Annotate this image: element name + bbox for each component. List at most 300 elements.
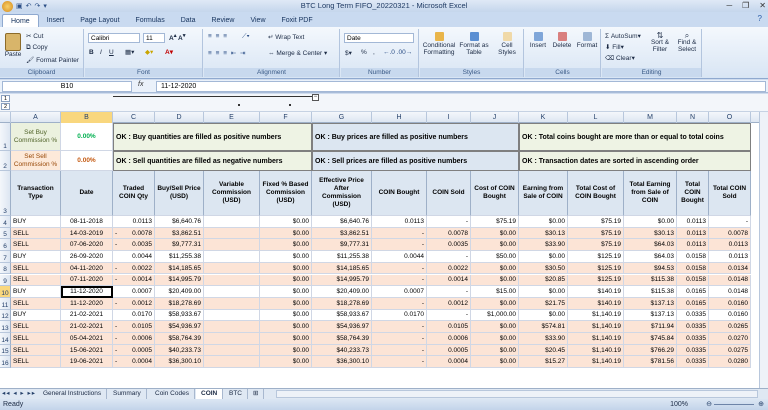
table-cell[interactable]: 0.0165 (677, 298, 709, 310)
column-title-13[interactable]: Total Earning from Sale of COIN (624, 171, 677, 216)
table-cell[interactable]: 0.0170 (372, 310, 427, 322)
fill-button[interactable]: ⬇ Fill▾ (605, 44, 624, 51)
column-header-c[interactable]: C (113, 112, 155, 123)
column-header-d[interactable]: D (155, 112, 204, 123)
table-cell[interactable]: 0.0113 (372, 216, 427, 228)
column-title-6[interactable]: Fixed % Based Commission (USD) (260, 171, 312, 216)
table-cell[interactable]: $0.00 (260, 251, 312, 263)
underline-button[interactable]: U (109, 49, 114, 56)
table-cell[interactable]: $766.29 (624, 345, 677, 357)
row-header-12[interactable]: 12 (0, 310, 11, 322)
table-cell[interactable]: $36,300.10 (312, 356, 372, 368)
orientation-icon[interactable]: ⟋▾ (242, 33, 250, 40)
table-cell[interactable]: 0.0078 - (113, 228, 155, 240)
table-cell[interactable]: - (372, 239, 427, 251)
table-cell[interactable]: $20,409.00 (312, 286, 372, 298)
save-icon[interactable]: ▣ (16, 3, 23, 10)
zoom-in-icon[interactable]: ⊕ (758, 401, 764, 408)
column-header-l[interactable]: L (568, 112, 624, 123)
table-cell[interactable]: $0.00 (471, 356, 519, 368)
name-box[interactable]: B10 (2, 81, 132, 92)
table-cell[interactable]: $94.53 (624, 263, 677, 275)
insert-cells-button[interactable] (527, 32, 549, 49)
table-cell[interactable]: $30.50 (519, 263, 568, 275)
table-cell[interactable]: SELL (11, 275, 61, 287)
row-header-8[interactable]: 8 (0, 263, 11, 275)
table-cell[interactable] (204, 216, 260, 228)
sheet-tab-summary[interactable]: Summary (108, 389, 147, 399)
sell-price-check[interactable]: OK : Sell prices are filled as positive numbers (312, 151, 519, 171)
table-cell[interactable]: $11,255.38 (155, 251, 204, 263)
vertical-align-icons[interactable]: ≡ ≡ ≡ (208, 33, 228, 40)
table-cell[interactable]: $0.00 (519, 251, 568, 263)
table-cell[interactable]: BUY (11, 310, 61, 322)
table-cell[interactable]: $15.27 (519, 356, 568, 368)
table-cell[interactable]: $58,933.67 (155, 310, 204, 322)
font-name-combo[interactable]: Calibri (88, 33, 140, 43)
table-cell[interactable]: $0.00 (260, 263, 312, 275)
table-cell[interactable]: 07-11-2020 (61, 275, 113, 287)
vertical-scrollbar[interactable] (759, 112, 768, 388)
table-cell[interactable]: $745.84 (624, 333, 677, 345)
table-cell[interactable]: 0.0006 - (113, 333, 155, 345)
decimal-icons[interactable]: ←.0 .00→ (383, 49, 413, 56)
table-cell[interactable]: $18,278.69 (155, 298, 204, 310)
percent-button[interactable]: % (361, 49, 367, 56)
column-title-14[interactable]: Total COIN Bought (677, 171, 709, 216)
column-title-10[interactable]: Cost of COIN Bought (471, 171, 519, 216)
table-cell[interactable]: 0.0022 (427, 263, 471, 275)
horizontal-scrollbar[interactable] (276, 390, 758, 398)
table-cell[interactable]: 0.0014 - (113, 275, 155, 287)
table-cell[interactable]: 19-06-2021 (61, 356, 113, 368)
column-title-8[interactable]: COIN Bought (372, 171, 427, 216)
table-cell[interactable] (204, 310, 260, 322)
table-cell[interactable]: 14-03-2019 (61, 228, 113, 240)
table-cell[interactable]: $30.13 (624, 228, 677, 240)
table-cell[interactable]: 0.0078 (709, 228, 751, 240)
row-header-4[interactable]: 4 (0, 216, 11, 228)
table-cell[interactable]: $75.19 (568, 216, 624, 228)
close-icon[interactable]: ✕ (759, 1, 766, 10)
table-cell[interactable]: $0.00 (471, 298, 519, 310)
column-header-b[interactable]: B (61, 112, 113, 123)
table-cell[interactable]: $0.00 (260, 345, 312, 357)
row-header-5[interactable]: 5 (0, 228, 11, 240)
conditional-formatting-button[interactable] (422, 32, 456, 56)
table-cell[interactable]: $1,140.19 (568, 345, 624, 357)
table-cell[interactable]: 15-06-2021 (61, 345, 113, 357)
table-cell[interactable]: 0.0160 (709, 298, 751, 310)
table-cell[interactable]: $781.56 (624, 356, 677, 368)
table-cell[interactable]: $0.00 (260, 321, 312, 333)
table-cell[interactable]: 0.0044 (113, 251, 155, 263)
fill-color-icon[interactable]: ◆▾ (145, 49, 154, 56)
table-cell[interactable]: $14,185.65 (155, 263, 204, 275)
table-cell[interactable]: 0.0014 (427, 275, 471, 287)
delete-cells-button[interactable] (551, 32, 573, 49)
table-cell[interactable]: $54,936.97 (312, 321, 372, 333)
table-cell[interactable]: $0.00 (471, 228, 519, 240)
fx-icon[interactable]: fx (138, 81, 144, 88)
table-cell[interactable]: 0.0113 (677, 216, 709, 228)
table-cell[interactable] (204, 228, 260, 240)
table-cell[interactable]: $0.00 (260, 216, 312, 228)
table-cell[interactable]: $3,862.51 (312, 228, 372, 240)
collapse-group-button[interactable]: − (313, 94, 318, 100)
table-cell[interactable]: - (427, 286, 471, 298)
table-cell[interactable]: $0.00 (260, 333, 312, 345)
table-cell[interactable]: $9,777.31 (155, 239, 204, 251)
table-cell[interactable]: 05-04-2021 (61, 333, 113, 345)
column-title-12[interactable]: Total Cost of COIN Bought (568, 171, 624, 216)
table-cell[interactable]: 0.0335 (677, 345, 709, 357)
outline-level-1-button[interactable]: 1 (1, 95, 10, 102)
buy-price-check[interactable]: OK : Buy prices are filled as positive numbers (312, 123, 519, 151)
table-cell[interactable]: 0.0113 (677, 228, 709, 240)
table-cell[interactable]: $18,278.69 (312, 298, 372, 310)
column-header-h[interactable]: H (372, 112, 427, 123)
column-title-1[interactable]: Transaction Type (11, 171, 61, 216)
table-cell[interactable]: 0.0005 - (113, 345, 155, 357)
column-header-m[interactable]: M (624, 112, 677, 123)
table-cell[interactable]: 0.0007 (113, 286, 155, 298)
row-header-6[interactable]: 6 (0, 239, 11, 251)
table-cell[interactable]: 0.0004 - (113, 356, 155, 368)
sheet-nav-arrows[interactable]: ◂◂ ◂ ▸ ▸▸ (2, 390, 36, 397)
sheet-tab-coin-codes[interactable]: Coin Codes (150, 389, 195, 399)
table-cell[interactable]: $9,777.31 (312, 239, 372, 251)
table-cell[interactable]: $0.00 (519, 310, 568, 322)
table-cell[interactable]: 0.0035 (427, 239, 471, 251)
total-coins-check[interactable]: OK : Total coins bought are more than or equal to total coins (519, 123, 751, 151)
tab-page-layout[interactable]: Page Layout (80, 17, 120, 24)
table-cell[interactable]: 21-02-2021 (61, 310, 113, 322)
bold-button[interactable]: B (89, 49, 94, 56)
table-cell[interactable]: $0.00 (519, 286, 568, 298)
table-cell[interactable]: $14,995.79 (312, 275, 372, 287)
table-cell[interactable]: $0.00 (471, 333, 519, 345)
table-cell[interactable]: 0.0113 (709, 251, 751, 263)
table-cell[interactable]: $6,640.76 (155, 216, 204, 228)
row-header-7[interactable]: 7 (0, 251, 11, 263)
table-cell[interactable]: - (372, 345, 427, 357)
table-cell[interactable]: 0.0158 (677, 275, 709, 287)
grow-font-button[interactable]: A▴ A▾ (169, 33, 186, 43)
table-cell[interactable]: $6,640.76 (312, 216, 372, 228)
table-cell[interactable]: - (372, 356, 427, 368)
table-cell[interactable]: $58,933.67 (312, 310, 372, 322)
sheet-tab-btc[interactable]: BTC (224, 389, 248, 399)
table-cell[interactable]: 0.0148 (709, 286, 751, 298)
table-cell[interactable]: SELL (11, 228, 61, 240)
column-title-2[interactable]: Date (61, 171, 113, 216)
table-cell[interactable]: $137.13 (624, 310, 677, 322)
table-cell[interactable]: 0.0165 (677, 286, 709, 298)
table-cell[interactable]: $1,140.19 (568, 310, 624, 322)
row-header-2[interactable]: 2 (0, 151, 11, 171)
table-cell[interactable]: $0.00 (471, 239, 519, 251)
row-header-14[interactable]: 14 (0, 333, 11, 345)
table-cell[interactable] (204, 321, 260, 333)
table-cell[interactable]: $125.19 (568, 251, 624, 263)
table-cell[interactable]: $14,995.79 (155, 275, 204, 287)
row-header-3[interactable]: 3 (0, 171, 11, 216)
comma-style-icon[interactable]: , (373, 49, 375, 56)
table-cell[interactable]: $58,764.39 (155, 333, 204, 345)
table-cell[interactable]: $33.90 (519, 239, 568, 251)
row-header-11[interactable]: 11 (0, 298, 11, 310)
table-cell[interactable]: - (427, 310, 471, 322)
table-cell[interactable]: $1,140.19 (568, 321, 624, 333)
table-cell[interactable]: 0.0105 (427, 321, 471, 333)
table-cell[interactable]: $33.90 (519, 333, 568, 345)
table-cell[interactable]: $64.03 (624, 239, 677, 251)
table-cell[interactable]: $15.00 (471, 286, 519, 298)
row-header-10[interactable]: 10 (0, 286, 11, 298)
table-cell[interactable] (204, 333, 260, 345)
tab-review[interactable]: Review (211, 17, 235, 24)
paste-button[interactable] (3, 33, 23, 58)
table-cell[interactable]: - (372, 228, 427, 240)
table-cell[interactable]: $0.00 (260, 310, 312, 322)
copy-button[interactable] (26, 44, 48, 52)
table-cell[interactable]: $1,140.19 (568, 333, 624, 345)
table-cell[interactable]: SELL (11, 239, 61, 251)
format-as-table-button[interactable] (458, 32, 490, 56)
table-cell[interactable]: 0.0007 (372, 286, 427, 298)
table-cell[interactable]: 26-09-2020 (61, 251, 113, 263)
horizontal-align-icons[interactable]: ≡ ≡ ≡ ⇤ ⇥ (208, 50, 247, 57)
help-icon[interactable]: ? (757, 14, 762, 23)
table-cell[interactable]: $0.00 (260, 228, 312, 240)
table-cell[interactable]: - (372, 298, 427, 310)
table-cell[interactable] (204, 263, 260, 275)
table-cell[interactable]: $54,936.97 (155, 321, 204, 333)
table-cell[interactable]: $0.00 (260, 275, 312, 287)
table-cell[interactable]: 0.0004 (427, 356, 471, 368)
column-header-e[interactable]: E (204, 112, 260, 123)
table-cell[interactable]: $574.81 (519, 321, 568, 333)
table-cell[interactable]: 0.0005 (427, 345, 471, 357)
column-header-g[interactable]: G (312, 112, 372, 123)
table-cell[interactable]: 0.0160 (709, 310, 751, 322)
table-cell[interactable]: SELL (11, 333, 61, 345)
redo-icon[interactable]: ↷ (34, 3, 41, 10)
restore-icon[interactable]: ❐ (742, 1, 750, 10)
table-cell[interactable]: 0.0105 - (113, 321, 155, 333)
column-title-5[interactable]: Variable Commission (USD) (204, 171, 260, 216)
row-header-9[interactable]: 9 (0, 275, 11, 287)
column-header-j[interactable]: J (471, 112, 519, 123)
table-cell[interactable]: 0.0335 (677, 356, 709, 368)
table-cell[interactable]: SELL (11, 345, 61, 357)
font-color-icon[interactable]: A▾ (165, 49, 173, 56)
table-cell[interactable]: $3,862.51 (155, 228, 204, 240)
table-cell[interactable]: 0.0113 (709, 239, 751, 251)
table-cell[interactable]: 07-06-2020 (61, 239, 113, 251)
zoom-level[interactable]: 100% (670, 401, 688, 408)
cut-button[interactable] (26, 32, 43, 40)
customize-qa-icon[interactable]: ▾ (43, 3, 47, 10)
table-cell[interactable]: $0.00 (260, 239, 312, 251)
table-cell[interactable]: $40,233.73 (312, 345, 372, 357)
tab-foxit-pdf[interactable]: Foxit PDF (281, 17, 313, 24)
row-header-16[interactable]: 16 (0, 356, 11, 368)
table-cell[interactable] (204, 356, 260, 368)
column-header-k[interactable]: K (519, 112, 568, 123)
tab-formulas[interactable]: Formulas (135, 17, 165, 24)
table-cell[interactable]: - (372, 333, 427, 345)
table-cell[interactable]: - (372, 321, 427, 333)
zoom-slider[interactable] (714, 404, 754, 405)
borders-icon[interactable]: ▦▾ (125, 49, 135, 56)
autosum-button[interactable]: Σ AutoSum▾ (605, 33, 641, 40)
table-cell[interactable]: $1,140.19 (568, 356, 624, 368)
table-cell[interactable]: SELL (11, 298, 61, 310)
table-cell[interactable]: - (427, 216, 471, 228)
buy-commission-label[interactable]: Set Buy Commission % (11, 123, 61, 151)
sell-qty-check[interactable]: OK : Sell quantities are filled as negative numbers (113, 151, 312, 171)
table-cell[interactable]: $75.19 (471, 216, 519, 228)
table-cell[interactable]: $125.19 (568, 275, 624, 287)
table-cell[interactable]: - (372, 275, 427, 287)
table-cell[interactable] (204, 275, 260, 287)
table-cell[interactable]: 0.0012 (427, 298, 471, 310)
column-header-i[interactable]: I (427, 112, 471, 123)
table-cell[interactable]: 04-11-2020 (61, 263, 113, 275)
table-cell[interactable]: $11,255.38 (312, 251, 372, 263)
column-title-15[interactable]: Total COIN Sold (709, 171, 751, 216)
table-cell[interactable]: $115.38 (624, 286, 677, 298)
table-cell[interactable] (204, 239, 260, 251)
table-cell[interactable]: 0.0280 (709, 356, 751, 368)
table-cell[interactable]: $36,300.10 (155, 356, 204, 368)
table-cell[interactable] (204, 251, 260, 263)
column-title-3[interactable]: Traded COIN Qty (113, 171, 155, 216)
table-cell[interactable]: $14,185.65 (312, 263, 372, 275)
table-cell[interactable]: 0.0012 - (113, 298, 155, 310)
tab-data[interactable]: Data (180, 17, 196, 24)
row-header-15[interactable]: 15 (0, 345, 11, 357)
table-cell[interactable]: 0.0270 (709, 333, 751, 345)
table-cell[interactable]: 0.0265 (709, 321, 751, 333)
table-cell[interactable]: 0.0148 (709, 275, 751, 287)
table-cell[interactable] (204, 345, 260, 357)
table-cell[interactable]: 21-02-2021 (61, 321, 113, 333)
column-header-a[interactable]: A (11, 112, 61, 123)
table-cell[interactable]: $1,000.00 (471, 310, 519, 322)
table-cell[interactable]: $50.00 (471, 251, 519, 263)
active-cell[interactable]: 11-12-2020 (61, 286, 113, 298)
table-cell[interactable]: 0.0044 (372, 251, 427, 263)
table-cell[interactable]: - (372, 263, 427, 275)
date-sort-check[interactable]: OK : Transaction dates are sorted in ascending order (519, 151, 751, 171)
table-cell[interactable]: $0.00 (471, 345, 519, 357)
format-painter-button[interactable] (26, 56, 79, 64)
table-cell[interactable]: 0.0335 (677, 310, 709, 322)
table-cell[interactable]: $0.00 (471, 275, 519, 287)
table-cell[interactable]: $140.19 (568, 298, 624, 310)
table-cell[interactable]: 0.0275 (709, 345, 751, 357)
table-cell[interactable]: 0.0113 (677, 239, 709, 251)
tab-home[interactable]: Home (2, 14, 39, 27)
table-cell[interactable]: 0.0335 (677, 321, 709, 333)
table-cell[interactable]: $75.19 (568, 228, 624, 240)
buy-commission-value[interactable]: 0.00% (61, 123, 113, 151)
table-cell[interactable]: 0.0134 (709, 263, 751, 275)
table-cell[interactable]: $125.19 (568, 263, 624, 275)
table-cell[interactable]: 0.0158 (677, 251, 709, 263)
table-cell[interactable]: 0.0113 (113, 216, 155, 228)
table-cell[interactable]: $20.85 (519, 275, 568, 287)
table-cell[interactable]: $0.00 (519, 216, 568, 228)
tab-insert[interactable]: Insert (46, 17, 65, 24)
table-cell[interactable]: 0.0006 (427, 333, 471, 345)
table-cell[interactable]: $137.13 (624, 298, 677, 310)
table-cell[interactable]: 0.0335 (677, 333, 709, 345)
table-cell[interactable]: SELL (11, 321, 61, 333)
column-header-f[interactable]: F (260, 112, 312, 123)
undo-icon[interactable]: ↶ (25, 3, 32, 10)
row-header-1[interactable]: 1 (0, 123, 11, 151)
table-cell[interactable]: $0.00 (260, 356, 312, 368)
table-cell[interactable]: 0.0035 - (113, 239, 155, 251)
currency-button[interactable]: $▾ (345, 50, 352, 57)
table-cell[interactable]: $0.00 (471, 321, 519, 333)
table-cell[interactable]: $711.94 (624, 321, 677, 333)
table-cell[interactable] (204, 286, 260, 298)
table-cell[interactable]: $20.45 (519, 345, 568, 357)
tab-view[interactable]: View (250, 17, 266, 24)
table-cell[interactable]: 11-12-2020 (61, 298, 113, 310)
column-header-n[interactable]: N (677, 112, 709, 123)
table-cell[interactable]: $75.19 (568, 239, 624, 251)
sell-commission-value[interactable]: 0.00% (61, 151, 113, 171)
table-cell[interactable]: $20,409.00 (155, 286, 204, 298)
sheet-tab-general-instructions[interactable]: General Instructions (38, 389, 107, 399)
wrap-text-button[interactable] (268, 33, 304, 41)
table-cell[interactable]: BUY (11, 251, 61, 263)
table-cell[interactable]: $0.00 (624, 216, 677, 228)
table-cell[interactable]: $64.03 (624, 251, 677, 263)
find-select-button[interactable] (674, 32, 700, 53)
column-title-9[interactable]: COIN Sold (427, 171, 471, 216)
table-cell[interactable]: $115.38 (624, 275, 677, 287)
table-cell[interactable]: 0.0170 (113, 310, 155, 322)
table-cell[interactable]: 0.0078 (427, 228, 471, 240)
table-cell[interactable]: $40,233.73 (155, 345, 204, 357)
table-cell[interactable]: 0.0022 - (113, 263, 155, 275)
sell-commission-label[interactable]: Set Sell Commission % (11, 151, 61, 171)
table-cell[interactable]: $140.19 (568, 286, 624, 298)
outline-level-2-button[interactable]: 2 (1, 103, 10, 110)
table-cell[interactable]: 08-11-2018 (61, 216, 113, 228)
table-cell[interactable]: - (427, 251, 471, 263)
zoom-out-icon[interactable]: ⊖ (706, 401, 712, 408)
row-header-13[interactable]: 13 (0, 321, 11, 333)
font-size-combo[interactable]: 11 (143, 33, 165, 43)
minimize-icon[interactable]: ─ (726, 1, 733, 10)
table-cell[interactable]: BUY (11, 216, 61, 228)
clear-button[interactable]: ⌫ Clear▾ (605, 55, 635, 62)
table-cell[interactable]: $21.75 (519, 298, 568, 310)
table-cell[interactable]: $0.00 (260, 286, 312, 298)
column-title-11[interactable]: Earning from Sale of COIN (519, 171, 568, 216)
sheet-tab-coin[interactable]: COIN (196, 389, 223, 399)
buy-qty-check[interactable]: OK : Buy quantities are filled as positive numbers (113, 123, 312, 151)
table-cell[interactable]: SELL (11, 263, 61, 275)
